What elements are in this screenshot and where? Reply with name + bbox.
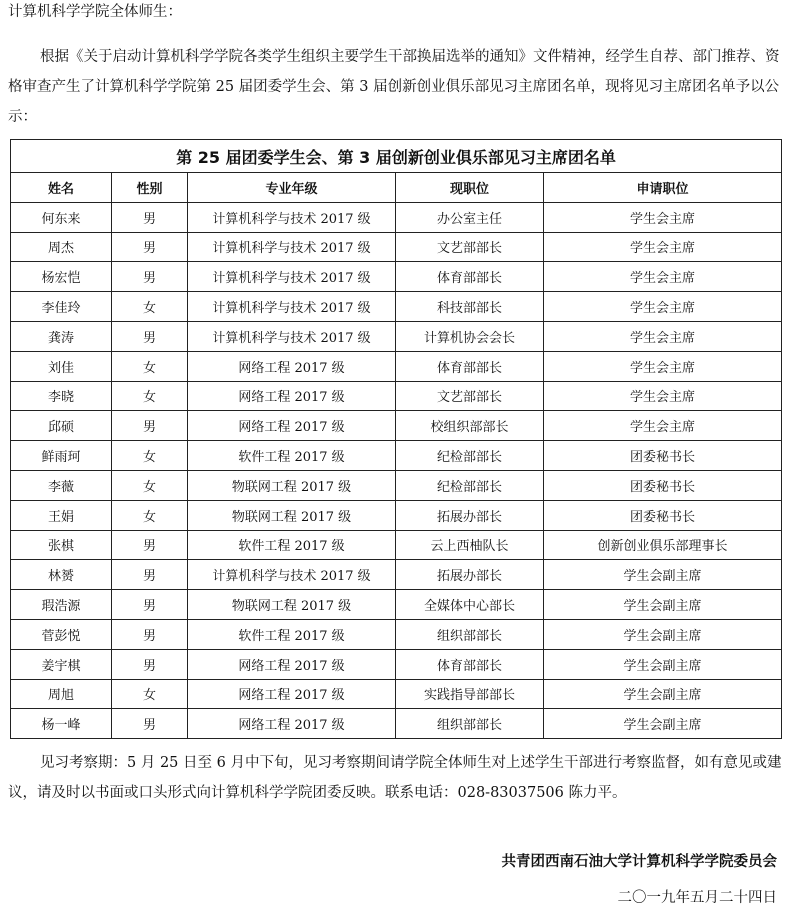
cell-major-year: 物联网工程 2017 级 [188,500,396,530]
cell-name: 杨宏恺 [11,262,112,292]
table-row [11,381,782,411]
candidate-table [10,139,782,739]
cell-name: 李晓 [11,381,112,411]
cell-name: 李佳玲 [11,292,112,322]
cell-current-position: 办公室主任 [396,202,544,232]
cell-current-position: 科技部部长 [396,292,544,322]
cell-major-year: 计算机科学与技术 2017 级 [188,232,396,262]
header-applied-position: 申请职位 [544,173,782,203]
cell-current-position: 文艺部部长 [396,232,544,262]
cell-gender: 男 [112,262,188,292]
cell-name: 周旭 [11,679,112,709]
table-row [11,351,782,381]
cell-applied-position: 学生会副主席 [544,590,782,620]
cell-current-position: 全媒体中心部长 [396,590,544,620]
cell-gender: 男 [112,232,188,262]
signature-org: 共青团西南石油大学计算机科学学院委员会 [501,854,777,870]
cell-current-position: 实践指导部部长 [396,679,544,709]
cell-major-year: 计算机科学与技术 2017 级 [188,262,396,292]
cell-major-year: 软件工程 2017 级 [188,530,396,560]
table-row [11,470,782,500]
cell-gender: 男 [112,202,188,232]
cell-applied-position: 学生会副主席 [544,649,782,679]
header-name: 姓名 [11,173,112,203]
cell-current-position: 云上西柚队长 [396,530,544,560]
cell-major-year: 网络工程 2017 级 [188,709,396,739]
cell-applied-position: 学生会主席 [544,321,782,351]
cell-gender: 男 [112,709,188,739]
cell-major-year: 网络工程 2017 级 [188,649,396,679]
cell-current-position: 体育部部长 [396,649,544,679]
cell-name: 周杰 [11,232,112,262]
signature-date: 二〇一九年五月二十四日 [617,890,777,906]
cell-major-year: 软件工程 2017 级 [188,619,396,649]
cell-major-year: 网络工程 2017 级 [188,411,396,441]
table-row [11,649,782,679]
cell-major-year: 网络工程 2017 级 [188,351,396,381]
table-row [11,441,782,471]
cell-name: 鲜雨珂 [11,441,112,471]
cell-name: 杨一峰 [11,709,112,739]
cell-gender: 男 [112,619,188,649]
cell-major-year: 计算机科学与技术 2017 级 [188,560,396,590]
cell-current-position: 组织部部长 [396,709,544,739]
table-row [11,292,782,322]
cell-name: 李薇 [11,470,112,500]
cell-gender: 男 [112,411,188,441]
cell-gender: 男 [112,590,188,620]
cell-applied-position: 学生会主席 [544,202,782,232]
cell-current-position: 体育部部长 [396,262,544,292]
table-row [11,590,782,620]
table-row [11,679,782,709]
cell-name: 邱硕 [11,411,112,441]
cell-name: 菅彭悦 [11,619,112,649]
cell-current-position: 校组织部部长 [396,411,544,441]
cell-name: 林赟 [11,560,112,590]
cell-applied-position: 学生会副主席 [544,709,782,739]
table-row [11,619,782,649]
cell-name: 张棋 [11,530,112,560]
cell-applied-position: 学生会主席 [544,411,782,441]
cell-name: 姜宇棋 [11,649,112,679]
cell-applied-position: 学生会主席 [544,351,782,381]
intro-text: 根据《关于启动计算机科学学院各类学生组织主要学生干部换届选举的通知》文件精神，经学生自荐、部门推荐、资格审查产生了计算机科学学院第 25 届团委学生会、第 3 届创新创业俱乐部见习主席团名单，现将见习主席团名单予以公示： [8,49,780,125]
cell-gender: 女 [112,470,188,500]
intro-paragraph [8,42,783,132]
cell-gender: 女 [112,292,188,322]
cell-current-position: 体育部部长 [396,351,544,381]
cell-applied-position: 团委秘书长 [544,500,782,530]
cell-major-year: 计算机科学与技术 2017 级 [188,321,396,351]
cell-current-position: 纪检部部长 [396,441,544,471]
table-row [11,202,782,232]
cell-applied-position: 学生会副主席 [544,619,782,649]
cell-current-position: 拓展办部长 [396,500,544,530]
closing-paragraph [8,748,783,808]
header-major-year: 专业年级 [188,173,396,203]
cell-major-year: 网络工程 2017 级 [188,381,396,411]
cell-gender: 女 [112,500,188,530]
table-header-row [11,173,782,203]
cell-name: 何东来 [11,202,112,232]
cell-current-position: 纪检部部长 [396,470,544,500]
cell-applied-position: 学生会主席 [544,232,782,262]
cell-major-year: 网络工程 2017 级 [188,679,396,709]
cell-name: 刘佳 [11,351,112,381]
cell-applied-position: 学生会主席 [544,292,782,322]
cell-name: 龚涛 [11,321,112,351]
table-row [11,321,782,351]
cell-current-position: 计算机协会会长 [396,321,544,351]
cell-major-year: 计算机科学与技术 2017 级 [188,292,396,322]
cell-applied-position: 团委秘书长 [544,441,782,471]
table-row [11,232,782,262]
cell-applied-position: 学生会副主席 [544,560,782,590]
cell-gender: 女 [112,679,188,709]
cell-major-year: 计算机科学与技术 2017 级 [188,202,396,232]
cell-gender: 女 [112,381,188,411]
cell-gender: 男 [112,560,188,590]
table-row [11,262,782,292]
cell-applied-position: 创新创业俱乐部理事长 [544,530,782,560]
cell-applied-position: 学生会主席 [544,381,782,411]
table-row [11,530,782,560]
closing-text: 见习考察期：5 月 25 日至 6 月中下旬，见习考察期间请学院全体师生对上述学生干部进行考察监督，如有意见或建议，请及时以书面或口头形式向计算机科学学院团委反映。联系电话：028-83037506 陈力平。 [8,755,782,801]
cell-name: 王娟 [11,500,112,530]
header-gender: 性别 [112,173,188,203]
cell-current-position: 拓展办部长 [396,560,544,590]
cell-applied-position: 学生会副主席 [544,679,782,709]
cell-gender: 男 [112,530,188,560]
table-title: 第 25 届团委学生会、第 3 届创新创业俱乐部见习主席团名单 [11,140,782,173]
header-current-position: 现职位 [396,173,544,203]
cell-current-position: 组织部部长 [396,619,544,649]
table-row [11,709,782,739]
greeting-line: 计算机科学学院全体师生： [8,4,182,20]
cell-applied-position: 学生会主席 [544,262,782,292]
cell-current-position: 文艺部部长 [396,381,544,411]
cell-major-year: 物联网工程 2017 级 [188,470,396,500]
cell-gender: 女 [112,351,188,381]
cell-applied-position: 团委秘书长 [544,470,782,500]
cell-gender: 女 [112,441,188,471]
cell-gender: 男 [112,649,188,679]
cell-major-year: 软件工程 2017 级 [188,441,396,471]
cell-name: 瑕浩源 [11,590,112,620]
table-row [11,560,782,590]
table-row [11,500,782,530]
cell-gender: 男 [112,321,188,351]
cell-major-year: 物联网工程 2017 级 [188,590,396,620]
table-body [11,202,782,738]
table-row [11,411,782,441]
